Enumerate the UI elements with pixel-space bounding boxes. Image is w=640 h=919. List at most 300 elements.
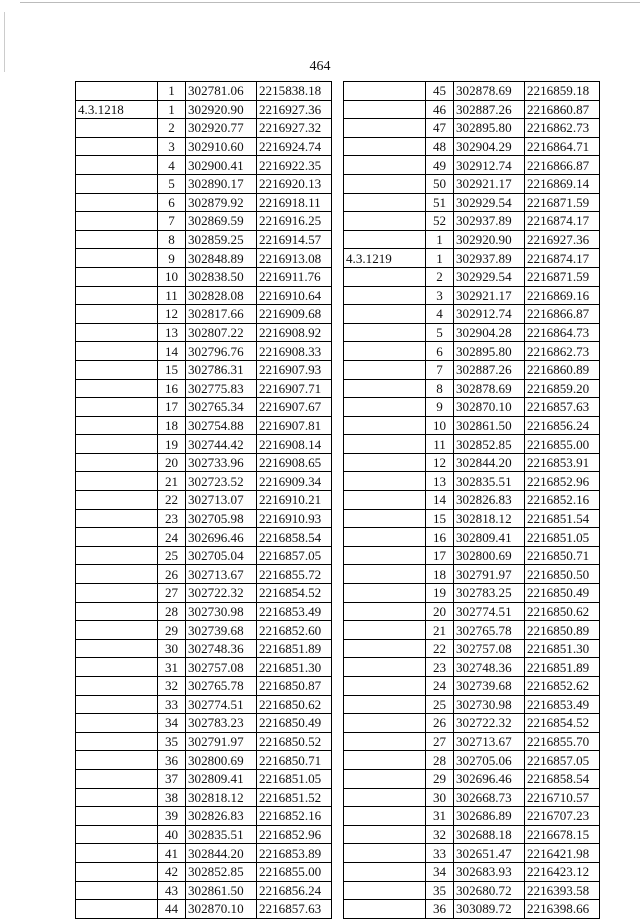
section-cell xyxy=(76,137,158,156)
section-cell xyxy=(76,788,158,807)
section-cell xyxy=(76,658,158,677)
section-cell xyxy=(344,119,426,138)
point-number-cell: 13 xyxy=(426,472,454,491)
section-cell xyxy=(76,230,158,249)
x-coordinate-cell: 302783.25 xyxy=(454,584,525,603)
y-coordinate-cell: 2216864.73 xyxy=(525,323,600,342)
x-coordinate-cell: 302852.85 xyxy=(454,435,525,454)
y-coordinate-cell: 2216850.71 xyxy=(525,546,600,565)
x-coordinate-cell: 302705.04 xyxy=(186,546,257,565)
x-coordinate-cell: 303089.72 xyxy=(454,900,525,919)
y-coordinate-cell: 2216907.71 xyxy=(257,379,332,398)
y-coordinate-cell: 2216852.96 xyxy=(525,472,600,491)
x-coordinate-cell: 302912.74 xyxy=(454,156,525,175)
table-row xyxy=(344,751,600,770)
x-coordinate-cell: 302861.50 xyxy=(186,881,257,900)
section-cell xyxy=(344,602,426,621)
x-coordinate-cell: 302921.17 xyxy=(454,174,525,193)
x-coordinate-cell: 302844.20 xyxy=(454,453,525,472)
y-coordinate-cell: 2216908.92 xyxy=(257,323,332,342)
x-coordinate-cell: 302754.88 xyxy=(186,416,257,435)
section-cell xyxy=(344,137,426,156)
y-coordinate-cell: 2216852.16 xyxy=(525,491,600,510)
table-row xyxy=(76,360,332,379)
y-coordinate-cell: 2215838.18 xyxy=(257,82,332,101)
section-cell xyxy=(344,677,426,696)
point-number-cell: 45 xyxy=(426,82,454,101)
page-number: 464 xyxy=(309,59,331,74)
x-coordinate-cell: 302713.67 xyxy=(454,732,525,751)
table-row xyxy=(344,621,600,640)
y-coordinate-cell: 2216851.89 xyxy=(257,639,332,658)
point-number-cell: 27 xyxy=(158,584,186,603)
table-row xyxy=(76,546,332,565)
y-coordinate-cell: 2216909.34 xyxy=(257,472,332,491)
y-coordinate-cell: 2216927.36 xyxy=(525,230,600,249)
section-cell xyxy=(76,119,158,138)
x-coordinate-cell: 302722.32 xyxy=(454,714,525,733)
table-row xyxy=(344,416,600,435)
y-coordinate-cell: 2216857.05 xyxy=(257,546,332,565)
point-number-cell: 10 xyxy=(158,267,186,286)
y-coordinate-cell: 2216855.70 xyxy=(525,732,600,751)
y-coordinate-cell: 2216853.49 xyxy=(257,602,332,621)
y-coordinate-cell: 2216859.18 xyxy=(525,82,600,101)
point-number-cell: 15 xyxy=(158,360,186,379)
section-cell xyxy=(344,174,426,193)
y-coordinate-cell: 2216393.58 xyxy=(525,881,600,900)
table-row xyxy=(76,658,332,677)
table-row xyxy=(76,82,332,101)
section-cell xyxy=(76,267,158,286)
y-coordinate-cell: 2216853.89 xyxy=(257,844,332,863)
section-cell xyxy=(76,286,158,305)
point-number-cell: 26 xyxy=(158,565,186,584)
point-number-cell: 32 xyxy=(426,825,454,844)
y-coordinate-cell: 2216864.71 xyxy=(525,137,600,156)
section-cell xyxy=(344,621,426,640)
section-cell xyxy=(76,714,158,733)
section-cell xyxy=(76,509,158,528)
x-coordinate-cell: 302878.69 xyxy=(454,82,525,101)
point-number-cell: 40 xyxy=(158,825,186,844)
section-cell xyxy=(76,453,158,472)
section-cell xyxy=(344,100,426,119)
y-coordinate-cell: 2216850.62 xyxy=(525,602,600,621)
table-row xyxy=(344,323,600,342)
section-cell xyxy=(344,862,426,881)
section-cell xyxy=(344,788,426,807)
point-number-cell: 25 xyxy=(426,695,454,714)
table-row xyxy=(344,491,600,510)
section-cell xyxy=(76,769,158,788)
x-coordinate-cell: 302739.68 xyxy=(186,621,257,640)
x-coordinate-cell: 302680.72 xyxy=(454,881,525,900)
point-number-cell: 24 xyxy=(158,528,186,547)
x-coordinate-cell: 302929.54 xyxy=(454,193,525,212)
point-number-cell: 33 xyxy=(426,844,454,863)
y-coordinate-cell: 2216850.87 xyxy=(257,677,332,696)
y-coordinate-cell: 2216859.20 xyxy=(525,379,600,398)
section-cell xyxy=(76,82,158,101)
point-number-cell: 3 xyxy=(426,286,454,305)
x-coordinate-cell: 302904.28 xyxy=(454,323,525,342)
y-coordinate-cell: 2216398.66 xyxy=(525,900,600,919)
table-row xyxy=(76,751,332,770)
x-coordinate-cell: 302783.23 xyxy=(186,714,257,733)
point-number-cell: 21 xyxy=(426,621,454,640)
table-row xyxy=(344,528,600,547)
point-number-cell: 5 xyxy=(426,323,454,342)
table-row xyxy=(344,360,600,379)
point-number-cell: 6 xyxy=(158,193,186,212)
section-cell xyxy=(76,435,158,454)
y-coordinate-cell: 2216869.14 xyxy=(525,174,600,193)
table-row xyxy=(344,267,600,286)
point-number-cell: 4 xyxy=(426,305,454,324)
x-coordinate-cell: 302686.89 xyxy=(454,807,525,826)
section-cell xyxy=(76,491,158,510)
section-cell xyxy=(76,379,158,398)
x-coordinate-cell: 302878.69 xyxy=(454,379,525,398)
table-row xyxy=(344,714,600,733)
section-cell xyxy=(76,156,158,175)
table-row xyxy=(344,695,600,714)
point-number-cell: 19 xyxy=(158,435,186,454)
section-cell xyxy=(344,82,426,101)
x-coordinate-cell: 302688.18 xyxy=(454,825,525,844)
y-coordinate-cell: 2216908.14 xyxy=(257,435,332,454)
table-row xyxy=(76,825,332,844)
x-coordinate-cell: 302859.25 xyxy=(186,230,257,249)
table-row xyxy=(344,677,600,696)
y-coordinate-cell: 2216869.16 xyxy=(525,286,600,305)
y-coordinate-cell: 2216908.33 xyxy=(257,342,332,361)
section-cell xyxy=(76,602,158,621)
point-number-cell: 38 xyxy=(158,788,186,807)
table-row xyxy=(76,305,332,324)
table-row xyxy=(76,342,332,361)
point-number-cell: 1 xyxy=(426,230,454,249)
y-coordinate-cell: 2216920.13 xyxy=(257,174,332,193)
x-coordinate-cell: 302713.07 xyxy=(186,491,257,510)
table-row xyxy=(344,137,600,156)
section-cell xyxy=(76,584,158,603)
y-coordinate-cell: 2216871.59 xyxy=(525,267,600,286)
x-coordinate-cell: 302818.12 xyxy=(186,788,257,807)
y-coordinate-cell: 2216862.73 xyxy=(525,342,600,361)
x-coordinate-cell: 302807.22 xyxy=(186,323,257,342)
section-cell xyxy=(344,230,426,249)
y-coordinate-cell: 2216908.65 xyxy=(257,453,332,472)
section-cell xyxy=(76,174,158,193)
section-cell xyxy=(344,342,426,361)
table-row xyxy=(76,323,332,342)
table-row xyxy=(344,82,600,101)
y-coordinate-cell: 2216421.98 xyxy=(525,844,600,863)
point-number-cell: 1 xyxy=(426,249,454,268)
y-coordinate-cell: 2216866.87 xyxy=(525,305,600,324)
section-cell xyxy=(344,900,426,919)
x-coordinate-cell: 302809.41 xyxy=(454,528,525,547)
x-coordinate-cell: 302921.17 xyxy=(454,286,525,305)
y-coordinate-cell: 2216857.05 xyxy=(525,751,600,770)
point-number-cell: 51 xyxy=(426,193,454,212)
table-row xyxy=(344,212,600,231)
table-row xyxy=(76,472,332,491)
table-row xyxy=(76,584,332,603)
section-cell xyxy=(76,398,158,417)
y-coordinate-cell: 2216860.87 xyxy=(525,100,600,119)
x-coordinate-cell: 302937.89 xyxy=(454,212,525,231)
section-cell xyxy=(76,621,158,640)
section-cell xyxy=(344,398,426,417)
table-row xyxy=(76,862,332,881)
point-number-cell: 29 xyxy=(426,769,454,788)
x-coordinate-cell: 302748.36 xyxy=(454,658,525,677)
x-coordinate-cell: 302696.46 xyxy=(454,769,525,788)
table-row xyxy=(344,509,600,528)
point-number-cell: 11 xyxy=(426,435,454,454)
table-row xyxy=(344,565,600,584)
point-number-cell: 17 xyxy=(158,398,186,417)
point-number-cell: 34 xyxy=(158,714,186,733)
x-coordinate-cell: 302651.47 xyxy=(454,844,525,863)
section-cell xyxy=(344,714,426,733)
table-row xyxy=(344,435,600,454)
x-coordinate-cell: 302775.83 xyxy=(186,379,257,398)
y-coordinate-cell: 2216678.15 xyxy=(525,825,600,844)
x-coordinate-cell: 302748.36 xyxy=(186,639,257,658)
section-cell xyxy=(344,732,426,751)
section-cell xyxy=(344,305,426,324)
y-coordinate-cell: 2216850.62 xyxy=(257,695,332,714)
point-number-cell: 17 xyxy=(426,546,454,565)
point-number-cell: 34 xyxy=(426,862,454,881)
table-row xyxy=(344,156,600,175)
table-row xyxy=(344,119,600,138)
table-row xyxy=(344,546,600,565)
section-cell xyxy=(76,825,158,844)
x-coordinate-cell: 302912.74 xyxy=(454,305,525,324)
table-row xyxy=(344,769,600,788)
point-number-cell: 5 xyxy=(158,174,186,193)
section-cell xyxy=(344,360,426,379)
x-coordinate-cell: 302844.20 xyxy=(186,844,257,863)
x-coordinate-cell: 302791.97 xyxy=(186,732,257,751)
y-coordinate-cell: 2216423.12 xyxy=(525,862,600,881)
y-coordinate-cell: 2216874.17 xyxy=(525,249,600,268)
x-coordinate-cell: 302733.96 xyxy=(186,453,257,472)
y-coordinate-cell: 2216910.64 xyxy=(257,286,332,305)
x-coordinate-cell: 302757.08 xyxy=(454,639,525,658)
y-coordinate-cell: 2216858.54 xyxy=(257,528,332,547)
point-number-cell: 21 xyxy=(158,472,186,491)
point-number-cell: 27 xyxy=(426,732,454,751)
section-cell: 4.3.1219 xyxy=(344,249,426,268)
section-cell xyxy=(76,249,158,268)
x-coordinate-cell: 302895.80 xyxy=(454,342,525,361)
table-row xyxy=(76,286,332,305)
section-cell xyxy=(76,900,158,919)
point-number-cell: 35 xyxy=(158,732,186,751)
table-row xyxy=(76,807,332,826)
y-coordinate-cell: 2216710.57 xyxy=(525,788,600,807)
section-cell xyxy=(344,639,426,658)
x-coordinate-cell: 302869.59 xyxy=(186,212,257,231)
y-coordinate-cell: 2216856.24 xyxy=(525,416,600,435)
point-number-cell: 28 xyxy=(158,602,186,621)
y-coordinate-cell: 2216858.54 xyxy=(525,769,600,788)
coordinates-table-left xyxy=(75,81,332,919)
y-coordinate-cell: 2216851.52 xyxy=(257,788,332,807)
y-coordinate-cell: 2216855.00 xyxy=(525,435,600,454)
point-number-cell: 46 xyxy=(426,100,454,119)
x-coordinate-cell: 302800.69 xyxy=(454,546,525,565)
table-row xyxy=(344,174,600,193)
point-number-cell: 15 xyxy=(426,509,454,528)
y-coordinate-cell: 2216853.91 xyxy=(525,453,600,472)
x-coordinate-cell: 302818.12 xyxy=(454,509,525,528)
point-number-cell: 18 xyxy=(158,416,186,435)
y-coordinate-cell: 2216707.23 xyxy=(525,807,600,826)
table-row xyxy=(76,193,332,212)
y-coordinate-cell: 2216852.16 xyxy=(257,807,332,826)
table-row xyxy=(76,602,332,621)
point-number-cell: 33 xyxy=(158,695,186,714)
table-row xyxy=(344,100,600,119)
section-cell xyxy=(76,193,158,212)
section-cell xyxy=(344,193,426,212)
table-row xyxy=(344,825,600,844)
y-coordinate-cell: 2216851.05 xyxy=(525,528,600,547)
point-number-cell: 22 xyxy=(158,491,186,510)
point-number-cell: 1 xyxy=(158,100,186,119)
table-row xyxy=(76,714,332,733)
x-coordinate-cell: 302730.98 xyxy=(454,695,525,714)
table-row xyxy=(76,509,332,528)
table-row xyxy=(76,732,332,751)
x-coordinate-cell: 302870.10 xyxy=(454,398,525,417)
section-cell xyxy=(344,509,426,528)
y-coordinate-cell: 2216852.62 xyxy=(525,677,600,696)
x-coordinate-cell: 302826.83 xyxy=(454,491,525,510)
x-coordinate-cell: 302817.66 xyxy=(186,305,257,324)
table-row xyxy=(76,119,332,138)
table-row xyxy=(344,881,600,900)
point-number-cell: 42 xyxy=(158,862,186,881)
table-row xyxy=(76,379,332,398)
y-coordinate-cell: 2216855.00 xyxy=(257,862,332,881)
section-cell xyxy=(344,416,426,435)
table-row xyxy=(344,286,600,305)
y-coordinate-cell: 2216857.63 xyxy=(525,398,600,417)
y-coordinate-cell: 2216924.74 xyxy=(257,137,332,156)
y-coordinate-cell: 2216927.36 xyxy=(257,100,332,119)
table-row xyxy=(76,230,332,249)
point-number-cell: 6 xyxy=(426,342,454,361)
section-cell xyxy=(344,695,426,714)
x-coordinate-cell: 302765.34 xyxy=(186,398,257,417)
x-coordinate-cell: 302900.41 xyxy=(186,156,257,175)
y-coordinate-cell: 2216911.76 xyxy=(257,267,332,286)
point-number-cell: 20 xyxy=(426,602,454,621)
section-cell xyxy=(344,435,426,454)
y-coordinate-cell: 2216909.68 xyxy=(257,305,332,324)
y-coordinate-cell: 2216850.89 xyxy=(525,621,600,640)
section-cell xyxy=(76,305,158,324)
y-coordinate-cell: 2216851.30 xyxy=(257,658,332,677)
point-number-cell: 36 xyxy=(426,900,454,919)
table-row xyxy=(344,807,600,826)
point-number-cell: 49 xyxy=(426,156,454,175)
table-row xyxy=(76,137,332,156)
x-coordinate-cell: 302705.98 xyxy=(186,509,257,528)
x-coordinate-cell: 302722.32 xyxy=(186,584,257,603)
point-number-cell: 41 xyxy=(158,844,186,863)
table-row xyxy=(76,677,332,696)
x-coordinate-cell: 302774.51 xyxy=(186,695,257,714)
table-row xyxy=(76,639,332,658)
point-number-cell: 16 xyxy=(426,528,454,547)
table-row xyxy=(344,472,600,491)
y-coordinate-cell: 2216850.52 xyxy=(257,732,332,751)
y-coordinate-cell: 2216922.35 xyxy=(257,156,332,175)
point-number-cell: 36 xyxy=(158,751,186,770)
table-row xyxy=(344,844,600,863)
x-coordinate-cell: 302826.83 xyxy=(186,807,257,826)
point-number-cell: 31 xyxy=(426,807,454,826)
table-row xyxy=(344,342,600,361)
x-coordinate-cell: 302705.06 xyxy=(454,751,525,770)
section-cell xyxy=(344,323,426,342)
y-coordinate-cell: 2216871.59 xyxy=(525,193,600,212)
table-row xyxy=(76,453,332,472)
section-cell xyxy=(76,528,158,547)
x-coordinate-cell: 302920.90 xyxy=(454,230,525,249)
section-cell xyxy=(76,639,158,658)
point-number-cell: 10 xyxy=(426,416,454,435)
y-coordinate-cell: 2216850.50 xyxy=(525,565,600,584)
section-cell xyxy=(344,565,426,584)
y-coordinate-cell: 2216910.21 xyxy=(257,491,332,510)
x-coordinate-cell: 302929.54 xyxy=(454,267,525,286)
section-cell xyxy=(76,546,158,565)
table-row xyxy=(76,491,332,510)
table-row xyxy=(76,695,332,714)
table-row xyxy=(344,305,600,324)
y-coordinate-cell: 2216907.81 xyxy=(257,416,332,435)
x-coordinate-cell: 302723.52 xyxy=(186,472,257,491)
section-cell xyxy=(344,769,426,788)
x-coordinate-cell: 302765.78 xyxy=(186,677,257,696)
point-number-cell: 7 xyxy=(426,360,454,379)
section-cell xyxy=(76,807,158,826)
point-number-cell: 32 xyxy=(158,677,186,696)
point-number-cell: 23 xyxy=(426,658,454,677)
section-cell xyxy=(344,881,426,900)
table-row xyxy=(76,212,332,231)
point-number-cell: 18 xyxy=(426,565,454,584)
point-number-cell: 9 xyxy=(158,249,186,268)
x-coordinate-cell: 302870.10 xyxy=(186,900,257,919)
point-number-cell: 12 xyxy=(158,305,186,324)
table-row xyxy=(344,193,600,212)
section-cell xyxy=(76,342,158,361)
table-row xyxy=(76,398,332,417)
y-coordinate-cell: 2216874.17 xyxy=(525,212,600,231)
section-cell xyxy=(344,751,426,770)
